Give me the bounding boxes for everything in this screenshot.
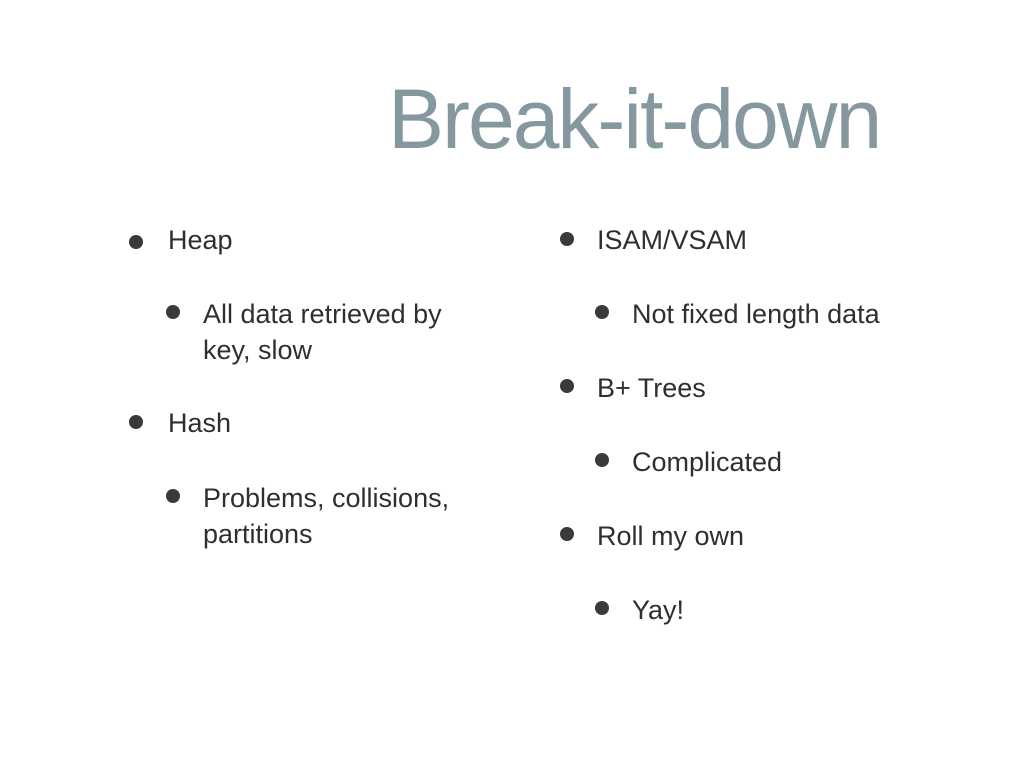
bullet-icon [129, 415, 143, 429]
sub-bullet-btree [632, 444, 782, 480]
sub-bullet-heap-line2: key, slow [203, 335, 313, 365]
bullet-heap [168, 222, 233, 258]
bullet-icon [166, 489, 180, 503]
sub-bullet-hash [203, 480, 449, 552]
sub-bullet-hash-line1: Problems, collisions, [203, 483, 450, 513]
sub-bullet-isam-text: Not fixed length data [632, 299, 880, 329]
bullet-isam [597, 222, 747, 258]
sub-bullet-hash-line2: partitions [203, 519, 313, 549]
bullet-roll-text: Roll my own [597, 521, 745, 551]
sub-bullet-isam [632, 296, 880, 332]
bullet-icon [560, 232, 574, 246]
bullet-hash-text: Hash [168, 408, 232, 438]
slide-title: Break-it-down [388, 72, 881, 166]
bullet-btree [597, 370, 706, 406]
bullet-roll [597, 518, 744, 554]
bullet-icon [595, 453, 609, 467]
bullet-icon [560, 379, 574, 393]
bullet-icon [166, 305, 180, 319]
bullet-btree-text: B+ Trees [597, 373, 706, 403]
bullet-isam-text: ISAM/VSAM [597, 225, 748, 255]
sub-bullet-roll-text: Yay! [632, 595, 685, 625]
bullet-icon [560, 527, 574, 541]
bullet-icon [595, 305, 609, 319]
sub-bullet-btree-text: Complicated [632, 447, 783, 477]
bullet-heap-text: Heap [168, 225, 233, 255]
sub-bullet-heap-line1: All data retrieved by [203, 299, 442, 329]
bullet-hash [168, 405, 231, 441]
sub-bullet-heap [203, 296, 442, 368]
sub-bullet-roll [632, 592, 684, 628]
bullet-icon [595, 601, 609, 615]
bullet-icon [129, 235, 143, 249]
